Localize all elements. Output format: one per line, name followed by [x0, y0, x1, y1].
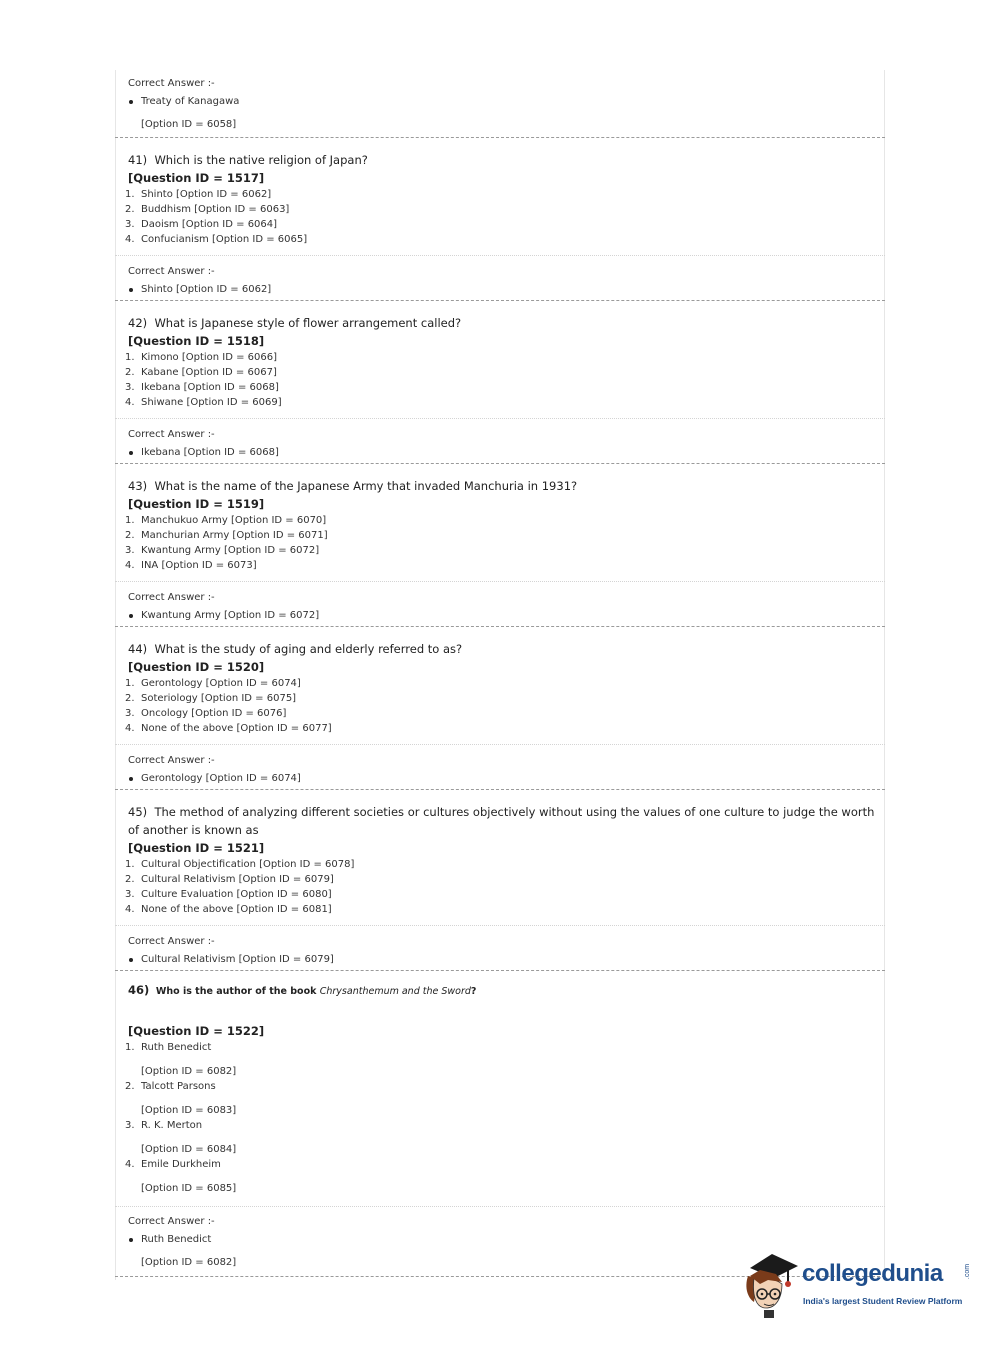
option-number: 2. [125, 204, 135, 215]
correct-answer-label: Correct Answer :- [128, 1216, 215, 1227]
option-number: 3. [125, 545, 135, 556]
option-number: 3. [125, 889, 135, 900]
option-item [125, 365, 885, 380]
correct-answer-label: Correct Answer :- [128, 936, 215, 947]
question-46-title [128, 983, 885, 997]
option-text: Emile Durkheim [141, 1159, 221, 1170]
question-block [115, 790, 885, 925]
question-46-id: [Question ID = 1522] [128, 1024, 265, 1038]
question-text: What is Japanese style of flower arrangement called? [154, 316, 462, 330]
question-number: 45) [128, 805, 148, 819]
options-list [125, 187, 885, 247]
correct-answer-label: Correct Answer :- [128, 78, 215, 89]
option-item [125, 721, 885, 736]
question-block [115, 138, 885, 255]
correct-answer-label: Correct Answer :- [128, 429, 215, 440]
question-text: Who is the author of the book [155, 986, 320, 997]
collegedunia-logo [742, 1250, 972, 1320]
option-text: Kabane [Option ID = 6067] [141, 367, 277, 378]
question-number: 41) [128, 153, 148, 167]
option-text: Shinto [Option ID = 6062] [141, 189, 272, 200]
question-title [128, 640, 885, 658]
option-number: 1. [125, 515, 135, 526]
question-title [128, 314, 885, 332]
option-item [125, 676, 885, 691]
question-id: [Question ID = 1521] [128, 841, 265, 855]
question-number: 46) [128, 983, 150, 997]
question-id: [Question ID = 1519] [128, 497, 265, 511]
correct-answer: Treaty of Kanagawa [128, 93, 885, 111]
option-item [125, 380, 885, 395]
option-number: 1. [125, 678, 135, 689]
question-block [115, 301, 885, 418]
question-title [128, 477, 885, 495]
question-number: 44) [128, 642, 148, 656]
question-text: Which is the native religion of Japan? [154, 153, 368, 167]
option-item [125, 543, 885, 558]
question-title [128, 151, 885, 169]
option-number: 4. [125, 397, 135, 408]
option-text: R. K. Merton [141, 1120, 203, 1131]
option-text: Culture Evaluation [Option ID = 6080] [141, 889, 332, 900]
question-title [128, 803, 885, 839]
option-text: Cultural Relativism [Option ID = 6079] [141, 874, 334, 885]
logo-suffix: .com [964, 1263, 972, 1280]
option-item [125, 513, 885, 528]
option-number: 2. [125, 693, 135, 704]
option-item [125, 902, 885, 917]
option-text: None of the above [Option ID = 6081] [141, 904, 332, 915]
option-item [125, 187, 885, 202]
option-text: Shiwane [Option ID = 6069] [141, 397, 282, 408]
correct-answer: Kwantung Army [Option ID = 6072] [128, 607, 885, 625]
logo-tagline: India's largest Student Review Platform [803, 1296, 963, 1306]
option-number: 2. [125, 874, 135, 885]
option-item [125, 1040, 885, 1079]
options-list [125, 676, 885, 736]
option-text: Kwantung Army [Option ID = 6072] [141, 545, 320, 556]
logo-wordmark: collegedunia [802, 1260, 943, 1287]
option-number: 2. [125, 1081, 135, 1092]
correct-answer: Shinto [Option ID = 6062] [128, 281, 885, 299]
option-number: 4. [125, 234, 135, 245]
option-number: 1. [125, 189, 135, 200]
option-number: 3. [125, 708, 135, 719]
option-text: Confucianism [Option ID = 6065] [141, 234, 308, 245]
correct-answer: Ruth Benedict [128, 1231, 885, 1249]
option-item [125, 706, 885, 721]
option-id: [Option ID = 6083] [141, 1105, 237, 1116]
option-item [125, 202, 885, 217]
option-text: Manchukuo Army [Option ID = 6070] [141, 515, 327, 526]
answer-block [115, 256, 885, 300]
question-number: 43) [128, 479, 148, 493]
question-paper [115, 70, 885, 1277]
correct-answer: Cultural Relativism [Option ID = 6079] [128, 951, 885, 969]
option-item [125, 887, 885, 902]
option-number: 4. [125, 1159, 135, 1170]
options-list [125, 513, 885, 573]
answer-block [115, 745, 885, 789]
options-list [125, 350, 885, 410]
question-block [115, 464, 885, 581]
correct-answer-label: Correct Answer :- [128, 266, 215, 277]
correct-answer-label: Correct Answer :- [128, 755, 215, 766]
option-item [125, 1079, 885, 1118]
option-text: Gerontology [Option ID = 6074] [141, 678, 301, 689]
option-text: Daoism [Option ID = 6064] [141, 219, 278, 230]
question-text: The method of analyzing different societies or cultures objectively without using the values of one culture to judge the worth of another is known as [128, 805, 875, 837]
option-text: Ruth Benedict [141, 1042, 212, 1053]
option-item [125, 1157, 885, 1196]
option-item [125, 558, 885, 573]
option-text: Oncology [Option ID = 6076] [141, 708, 287, 719]
options-list [125, 857, 885, 917]
option-item [125, 1118, 885, 1157]
question-id: [Question ID = 1518] [128, 334, 265, 348]
question-id: [Question ID = 1517] [128, 171, 265, 185]
option-text: Talcott Parsons [141, 1081, 216, 1092]
option-text: Soteriology [Option ID = 6075] [141, 693, 297, 704]
answer-block [115, 582, 885, 626]
option-number: 1. [125, 859, 135, 870]
option-text: Manchurian Army [Option ID = 6071] [141, 530, 328, 541]
option-text: Kimono [Option ID = 6066] [141, 352, 278, 363]
correct-answer-label: Correct Answer :- [128, 592, 215, 603]
option-text: Ikebana [Option ID = 6068] [141, 382, 279, 393]
correct-answer: Gerontology [Option ID = 6074] [128, 770, 885, 788]
option-number: 1. [125, 1042, 135, 1053]
option-id: [Option ID = 6084] [141, 1144, 237, 1155]
option-item [125, 217, 885, 232]
option-number: 3. [125, 382, 135, 393]
question-id: [Question ID = 1520] [128, 660, 265, 674]
option-number: 4. [125, 904, 135, 915]
option-text: Cultural Objectification [Option ID = 6078] [141, 859, 355, 870]
option-number: 3. [125, 219, 135, 230]
option-item [125, 395, 885, 410]
option-item [125, 872, 885, 887]
option-id: [Option ID = 6082] [141, 1066, 237, 1077]
question-46 [115, 971, 885, 1206]
question-block [115, 627, 885, 744]
answer-option-id: [Option ID = 6058] [141, 119, 237, 130]
answer-option-id: [Option ID = 6082] [141, 1257, 237, 1268]
option-item [125, 232, 885, 247]
option-item [125, 528, 885, 543]
option-number: 4. [125, 560, 135, 571]
option-text: Buddhism [Option ID = 6063] [141, 204, 290, 215]
question-46-options [125, 1040, 885, 1196]
correct-answer: Ikebana [Option ID = 6068] [128, 444, 885, 462]
question-mark: ? [470, 986, 477, 997]
option-item [125, 691, 885, 706]
option-item [125, 857, 885, 872]
option-text: None of the above [Option ID = 6077] [141, 723, 332, 734]
option-number: 2. [125, 530, 135, 541]
question-number: 42) [128, 316, 148, 330]
option-number: 3. [125, 1120, 135, 1131]
option-id: [Option ID = 6085] [141, 1183, 237, 1194]
prev-answer-block [115, 70, 885, 137]
option-number: 1. [125, 352, 135, 363]
book-title: Chrysanthemum and the Sword [319, 986, 471, 997]
answer-block [115, 926, 885, 970]
answer-block [115, 419, 885, 463]
option-item [125, 350, 885, 365]
option-number: 4. [125, 723, 135, 734]
option-number: 2. [125, 367, 135, 378]
question-text: What is the name of the Japanese Army that invaded Manchuria in 1931? [154, 479, 578, 493]
question-text: What is the study of aging and elderly referred to as? [154, 642, 463, 656]
mascot-icon [742, 1250, 800, 1320]
option-text: INA [Option ID = 6073] [141, 560, 257, 571]
